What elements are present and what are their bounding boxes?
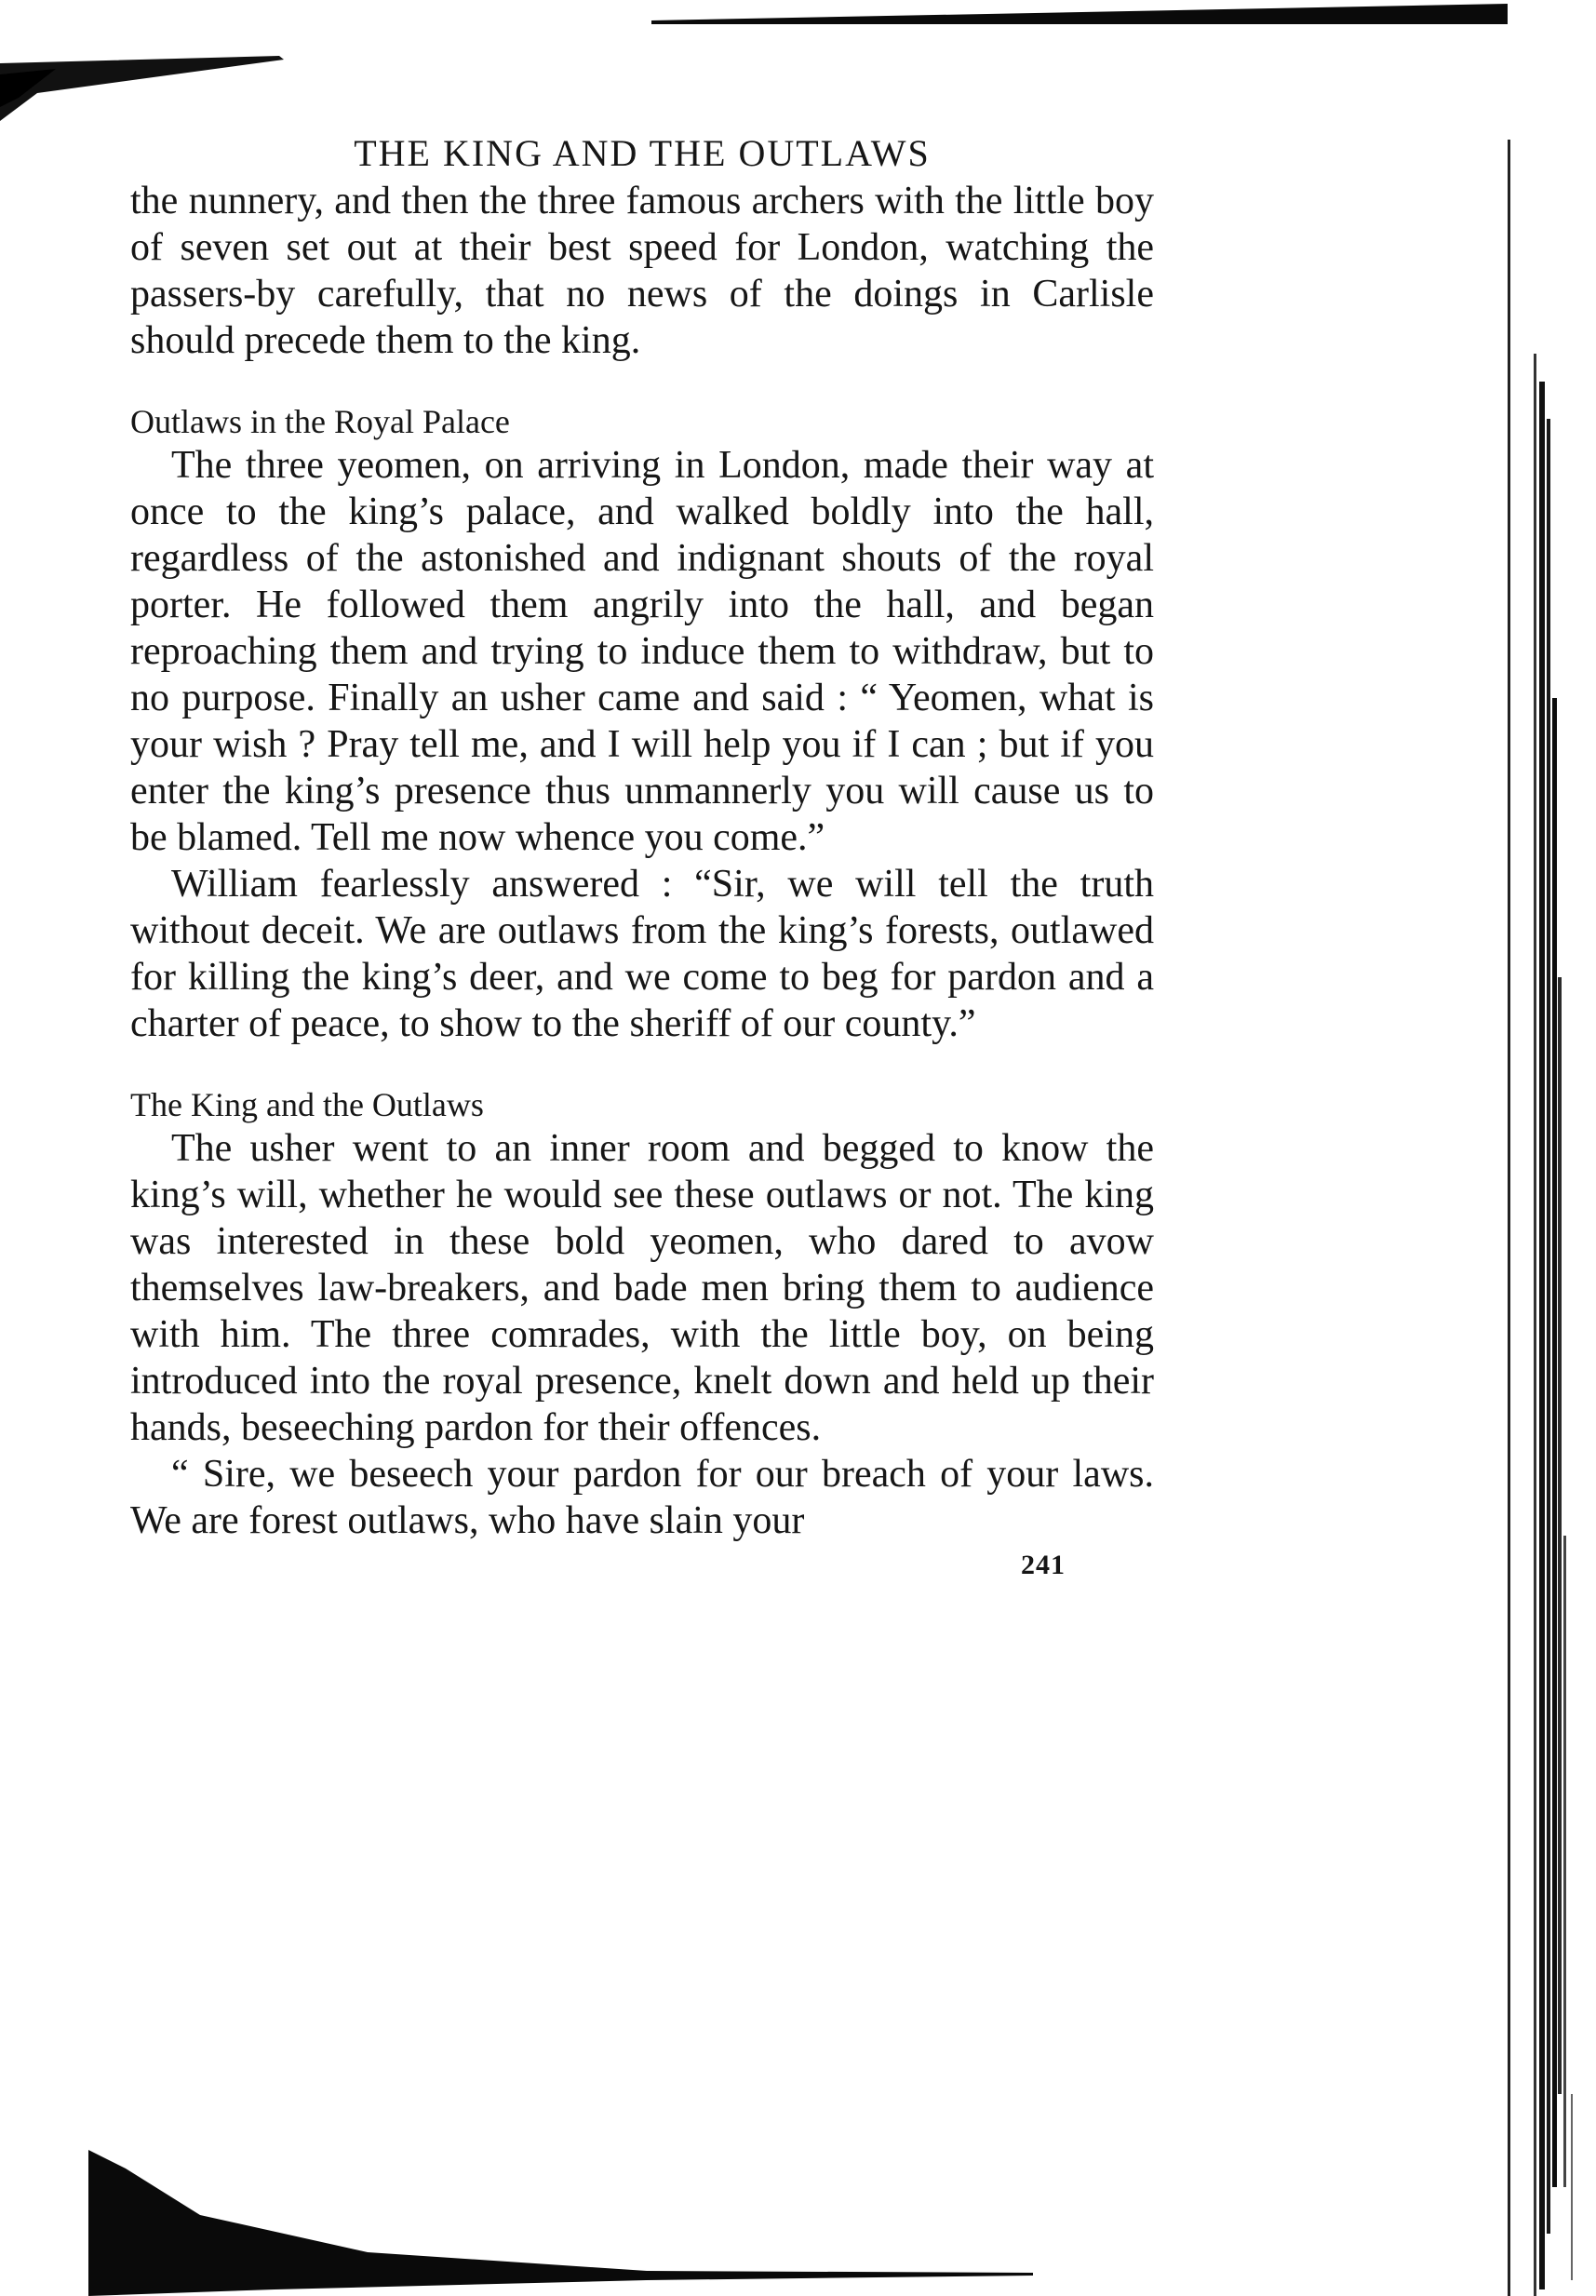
- opening-paragraph: the nunnery, and then the three famous archers with the little boy of seven set out at their best speed for London, watching the passers-by carefully, that no news of the doings in Carlisle should precede them to the king.: [130, 180, 1154, 362]
- scan-top-edge-bar: [651, 4, 1508, 24]
- paragraph: The usher went to an inner room and begged to know the king’s will, whether he would see these outlaws or not. The king was interested in these bold yeomen, who dared to avow themselves law-breakers, and bade men bring them to audience with him. The three comrades, with the little boy, on being introduced into the royal presence, knelt down and held up their hands, beseeching pardon for their offences.: [130, 1127, 1154, 1449]
- scan-left-edge-smudge: [0, 56, 288, 121]
- section-title-king-and-outlaws: The King and the Outlaws: [130, 1086, 484, 1123]
- scan-bottom-edge-wedge: [88, 2150, 1033, 2296]
- paragraph: William fearlessly answered : “Sir, we will tell the truth without deceit. We are outlaws from the king’s forests, outlawed for killing the king’s deer, and we come to beg for pardon and a charter of peace, to show to the sheriff of our county.”: [130, 863, 1154, 1045]
- section-title-royal-palace: Outlaws in the Royal Palace: [130, 403, 510, 440]
- running-head: THE KING AND THE OUTLAWS: [354, 132, 931, 174]
- scan-right-page-edge: [1498, 140, 1591, 2296]
- paragraph: The three yeomen, on arriving in London, made their way at once to the king’s palace, and walked boldly into the hall, regardless of the astonished and indignant shouts of the royal porter. He followed them angrily into the hall, and began reproaching them and trying to induce them to withdraw, but to no purpose. Finally an usher came and said : “ Yeomen, what is your wish ? Pray tell me, and I will help you if I can ; but if you enter the king’s presence thus unmannerly you will cause us to be blamed. Tell me now whence you come.”: [130, 444, 1154, 859]
- paragraph: “ Sire, we beseech your pardon for our breach of your laws. We are forest outlaws, who have slain your: [130, 1453, 1154, 1542]
- page-number: 241: [1021, 1550, 1066, 1580]
- book-page: [130, 121, 1154, 1581]
